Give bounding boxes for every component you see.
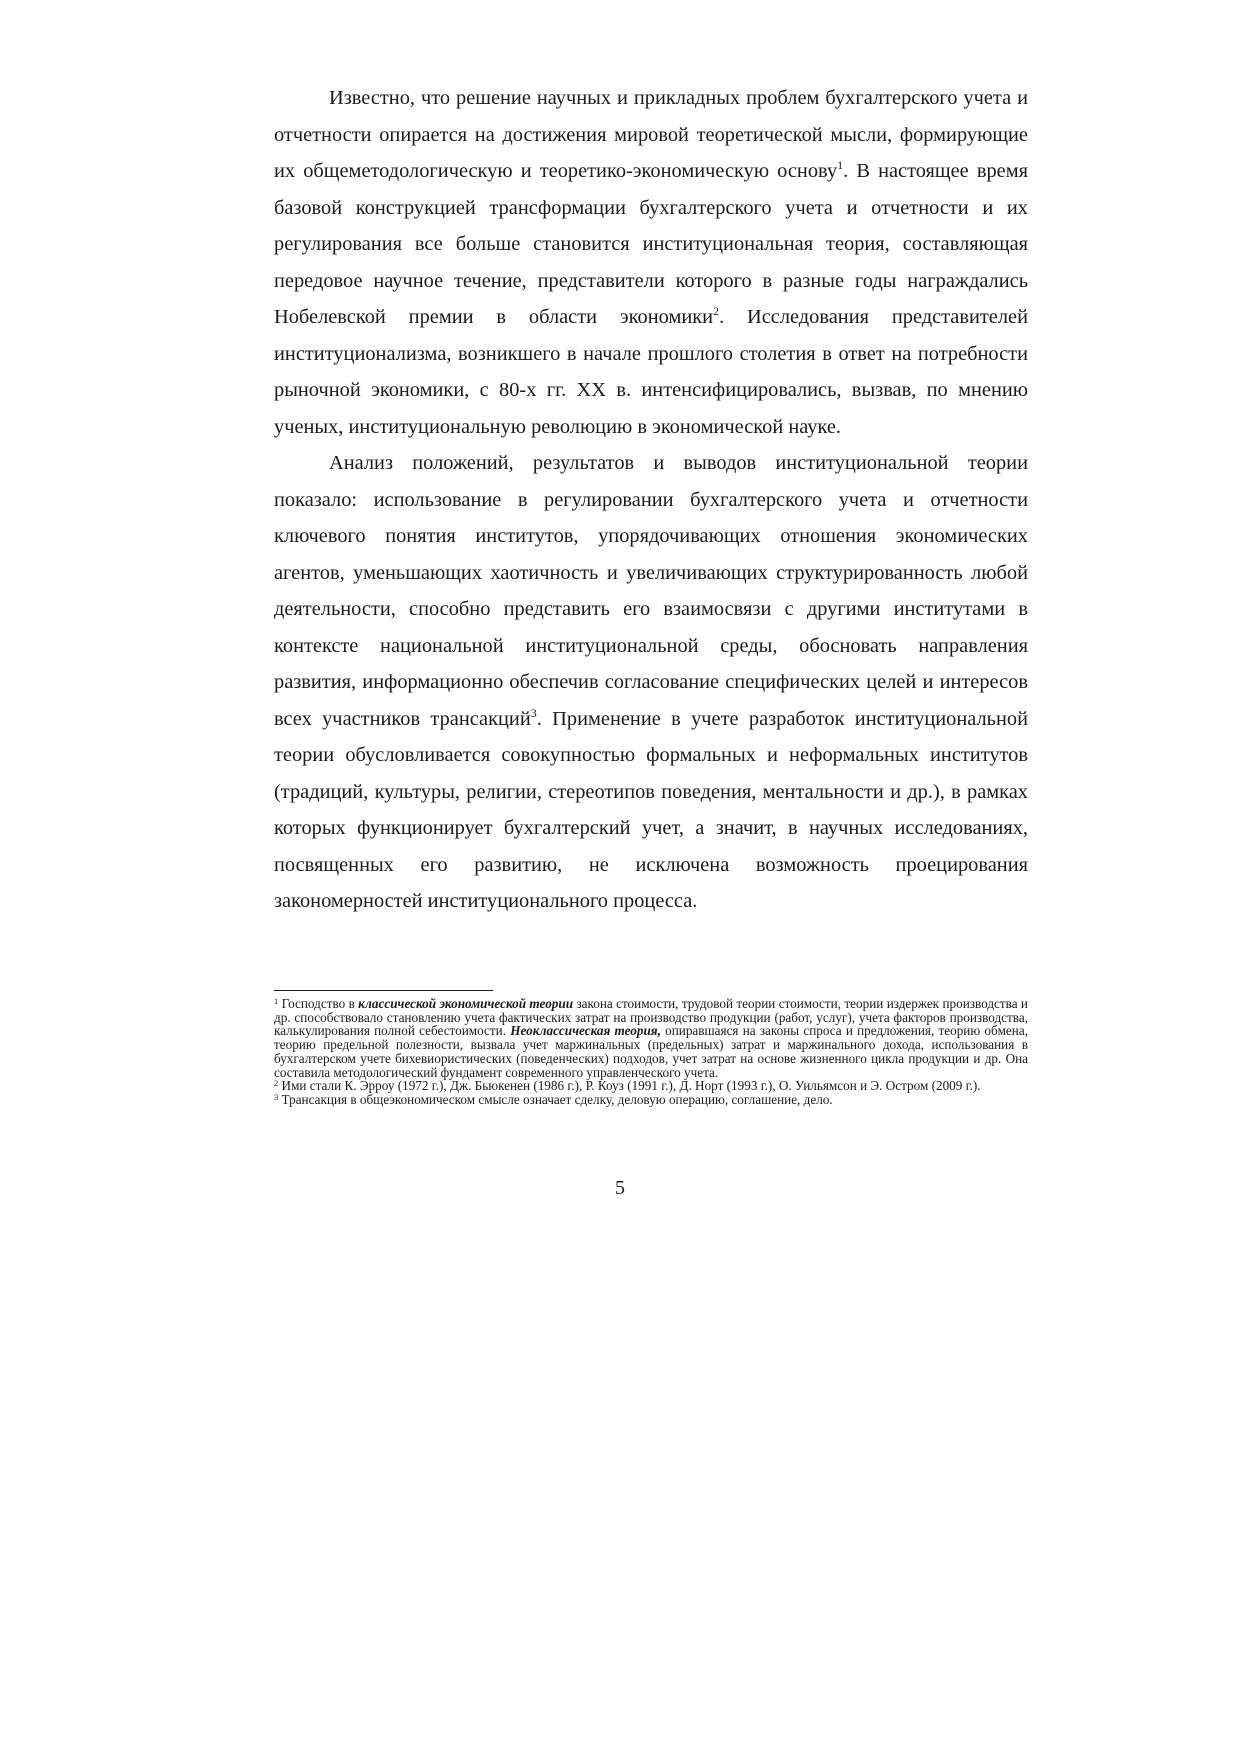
body-text [274,80,1028,920]
footnote-2: $^2$ Ими стали К. Эрроу (1972 г.), Дж. Бьюкенен (1986 г.), Р. Коуз (1991 г.), Д. Норт (1993 г.), О. Уильямсон и Э. Остром (2009 г.). [274,1078,981,1094]
footnote-term-classical: классической экономической теории [358,996,574,1011]
footnote-1: $^1$ Господство в классической экономической теории закона стоимости, трудовой теории стоимости, теории издержек производства и др. способствовало становлению учета фактических затрат на производство продукции (работ, услуг), учета факторов производства, калькулирования полной себестоимости. Неоклассическая теория, опиравшаяся на законы спроса и предложения, теорию обмена, теорию предельной полезности, вызвала учет маржинальных (предельных) затрат и маржинального дохода, использования в бухгалтерском учете бихевиористических (поведенческих) подходов, учет затрат на основе жизненного цикла продукции и др. Она составила методологический фундамент современного управленческого учета. [274,996,1028,1080]
footnote-ref-1: 1 [837,158,844,172]
footnote-3: $^3$ Трансакция в общеэкономическом смысле означает сделку, деловую операцию, соглашение, дело. [274,1091,833,1107]
footnote-separator [274,990,493,991]
page-number: 5 [615,1177,625,1199]
paragraph-2: Анализ положений, результатов и выводов институциональной теории показало: использование в регулировании бухгалтерского учета и отчетности ключевого понятия институтов, упорядочивающих отношения экономических агентов, уменьшающих хаотичность и увеличивающих структурированность любой деятельности, способно представить его взаимосвязи с другими институтами в контексте национальной институциональной среды, обосновать направления развития, информационно обеспечив согласование специфических целей и интересов всех участников трансакций$^3$. Применение в учете разработок институциональной теории обусловливается совокупностью формальных и неформальных институтов (традиций, культуры, религии, стереотипов поведения, ментальности и др.), в рамках которых функционирует бухгалтерский учет, а значит, в научных исследованиях, посвященных его развитию, не исключена возможность проецирования закономерностей институционального процесса. [274,452,1028,912]
footnote-ref-3: 3 [530,705,537,720]
footnotes [274,997,1028,1107]
footnote-ref-2: 2 [713,304,720,318]
footnote-term-neoclassical: Неоклассическая теория, [510,1023,661,1039]
paragraph-1: Известно, что решение научных и прикладных проблем бухгалтерского учета и отчетности опирается на достижения мировой теоретической мысли, формирующие их общеметодологическую и теоретико-экономическую основу$^1$. В настоящее время базовой конструкцией трансформации бухгалтерского учета и отчетности и их регулирования все больше становится институциональная теория, составляющая передовое научное течение, представители которого в разные годы награждались Нобелевской премии в области экономики$^2$. Исследования представителей институционализма, возникшего в начале прошлого столетия в ответ на потребности рыночной экономики, с 80-х гг. XX в. интенсифицировались, вызвав, по мнению ученых, институциональную революцию в экономической науке. [274,87,1028,438]
